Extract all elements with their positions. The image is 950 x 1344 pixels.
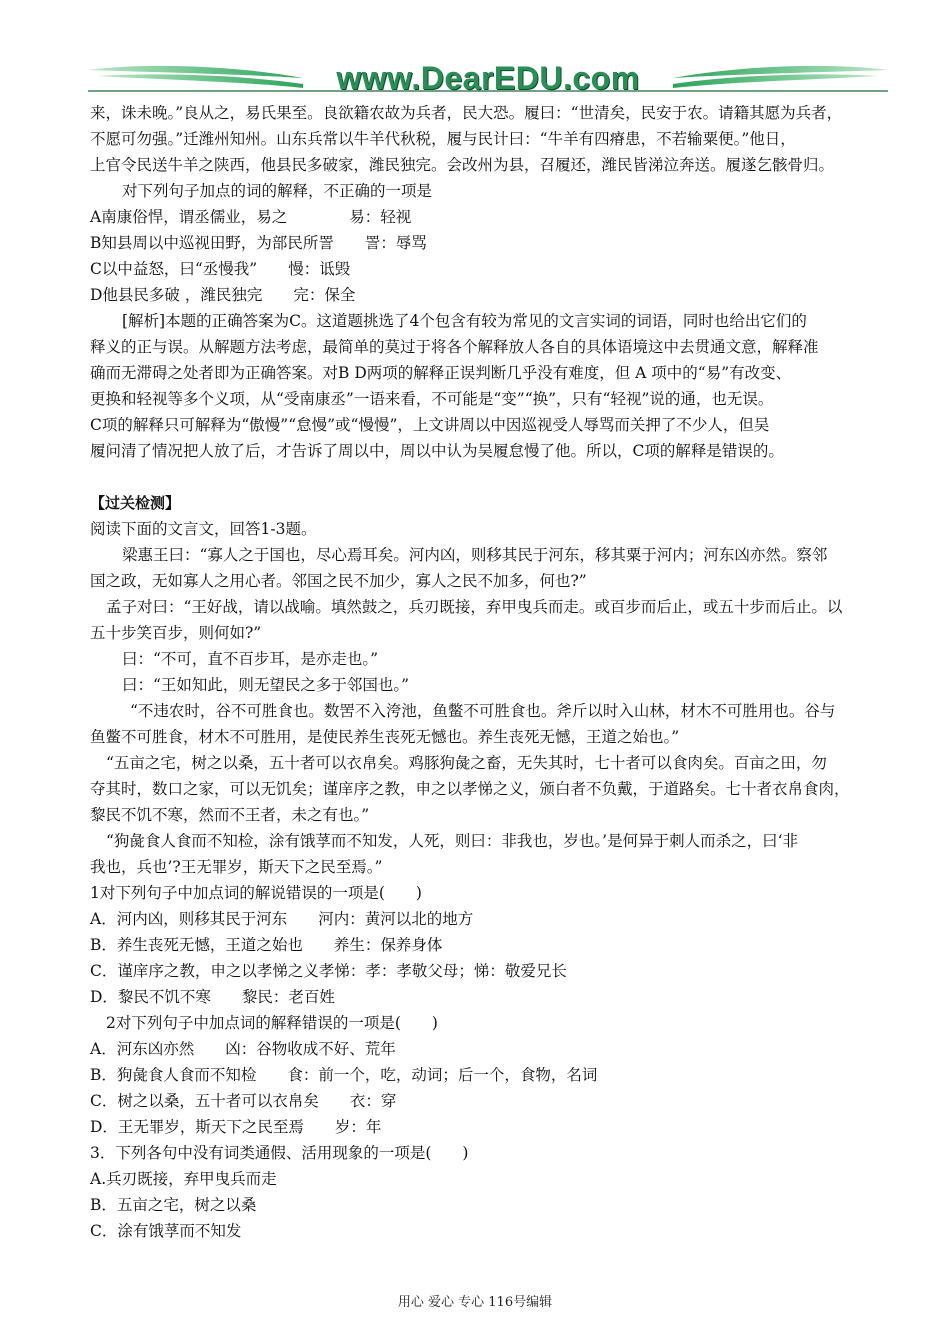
text-line: 黎民不饥不寒，然而不王者，未之有也。”	[90, 806, 370, 824]
option-b: B知县周以中巡视田野，为部民所詈 詈：辱骂	[90, 234, 427, 252]
question-prompt: 对下列句子加点的词的解释，不正确的一项是	[122, 182, 433, 200]
analysis-line: 履问清了情况把人放了后，才告诉了周以中，周以中认为吴履怠慢了他。所以，C项的解释是错误的。	[90, 442, 784, 460]
text-line: 孟子对曰：“王好战，请以战喻。填然鼓之，兵刃既接，弃甲曳兵而走。或百步而后止，或五十步而后止。以	[106, 598, 843, 616]
q3-option-a: A.兵刃既接，弃甲曳兵而走	[90, 1170, 277, 1188]
option-a: A南康俗悍，谓丞儒业，易之 易：轻视	[90, 208, 412, 226]
q1-prompt: 1对下列句子中加点词的解说错误的一项是( )	[90, 884, 422, 902]
document-body	[90, 100, 870, 1244]
text-line: “五亩之宅，树之以桑，五十者可以衣帛矣。鸡豚狗彘之畜，无失其时，七十者可以食肉矣。百亩之田，勿	[106, 754, 827, 772]
text-line: 鱼鳖不可胜食，材木不可胜用，是使民养生丧死无憾也。养生丧死无憾，王道之始也。”	[90, 728, 680, 746]
text-line: 曰：“王如知此，则无望民之多于邻国也。”	[122, 676, 410, 694]
site-logo-text: www.DearEDU.com	[336, 60, 640, 96]
q2-option-c: C．树之以桑，五十者可以衣帛矣 衣：穿	[90, 1092, 397, 1110]
analysis-line: 确而无滞碍之处者即为正确答案。对B D两项的解释正误判断几乎没有难度，但 A 项中的“易”有改变、	[90, 364, 792, 382]
q3-option-b: B．五亩之宅，树之以桑	[90, 1196, 257, 1214]
q2-prompt: 2对下列句子中加点词的解释错误的一项是( )	[106, 1014, 438, 1032]
analysis-line: [解析]本题的正确答案为C。这道题挑选了4个包含有较为常见的文言实词的词语，同时也给出它们的	[122, 312, 807, 330]
text-line: 国之政，无如寡人之用心者。邻国之民不加少，寡人之民不加多，何也?”	[90, 572, 587, 590]
passage-line: 不愿可勿强。”迁潍州知州。山东兵常以牛羊代秋税，履与民计曰：“牛羊有四瘠患，不若输粟便。”他日，	[90, 130, 796, 148]
q2-option-a: A．河东凶亦然 凶：谷物收成不好、荒年	[90, 1040, 396, 1058]
q2-option-b: B．狗彘食人食而不知检 食：前一个，吃，动词；后一个，食物，名词	[90, 1066, 598, 1084]
text-line: 夺其时，数口之家，可以无饥矣；谨庠序之教，申之以孝悌之义，颁白者不负戴，于道路矣。七十者衣帛食肉，	[90, 780, 850, 798]
passage-line: 来，诛未晚。”良从之，易氏果至。良欲籍农故为兵者，民大恐。履曰：“世清矣，民安于农。请籍其愿为兵者，	[90, 104, 843, 122]
page-footer: 用心 爱心 专心 116号编辑	[397, 1295, 553, 1310]
option-d: D他县民多破 ，潍民独完 完：保全	[90, 286, 356, 304]
passage-line: 上官令民送牛羊之陕西，他县民多破家，潍民独完。会改州为县，召履还，潍民皆涕泣奔送。履遂乞骸骨归。	[90, 156, 835, 174]
q3-option-c: C．涂有饿莩而不知发	[90, 1222, 242, 1240]
section-instruction: 阅读下面的文言文，回答1-3题。	[90, 520, 317, 538]
text-line: 曰：“不可，直不百步耳，是亦走也。”	[122, 650, 379, 668]
site-header	[88, 58, 888, 106]
text-line: 五十步笑百步，则何如?”	[90, 624, 262, 642]
text-line: 梁惠王曰：“寡人之于国也，尽心焉耳矣。河内凶，则移其民于河东，移其粟于河内；河东凶亦然。察邻	[122, 546, 828, 564]
q2-option-d: D．王无罪岁，斯天下之民至焉 岁：年	[90, 1118, 382, 1136]
text-line: 我也，兵也’?王无罪岁，斯天下之民至焉。”	[90, 858, 383, 876]
analysis-line: 更换和轻视等多个义项，从“受南康丞”一语来看，不可能是“变”“换”，只有“轻视”说的通，也无误。	[90, 390, 774, 408]
text-line: “不违农时，谷不可胜食也。数罟不入洿池，鱼鳖不可胜食也。斧斤以时入山林，材木不可胜用也。谷与	[130, 702, 836, 720]
analysis-line: C项的解释只可解释为“傲慢”“怠慢”或“慢慢”，上文讲周以中因巡视受人辱骂而关押了不少人，但吴	[90, 416, 770, 434]
q1-option-c: C．谨庠序之教，申之以孝悌之义孝悌：孝：孝敬父母；悌：敬爱兄长	[90, 962, 567, 980]
q3-prompt: 3．下列各句中没有词类通假、活用现象的一项是( )	[90, 1144, 469, 1162]
q1-option-a: A．河内凶，则移其民于河东 河内：黄河以北的地方	[90, 910, 474, 928]
section-title: 【过关检测】	[90, 494, 181, 512]
analysis-line: 释义的正与误。从解题方法考虑，最简单的莫过于将各个解释放人各自的具体语境这中去贯通文意，解释准	[90, 338, 819, 356]
q1-option-b: B．养生丧死无憾，王道之始也 养生：保养身体	[90, 936, 443, 954]
text-line: “狗彘食人食而不知检，涂有饿莩而不知发，人死，则曰：非我也，岁也。’是何异于刺人而杀之，曰‘非	[106, 832, 799, 850]
option-c: C以中益怒，曰“丞慢我” 慢：诋毁	[90, 260, 351, 278]
q1-option-d: D．黎民不饥不寒 黎民：老百姓	[90, 988, 335, 1006]
